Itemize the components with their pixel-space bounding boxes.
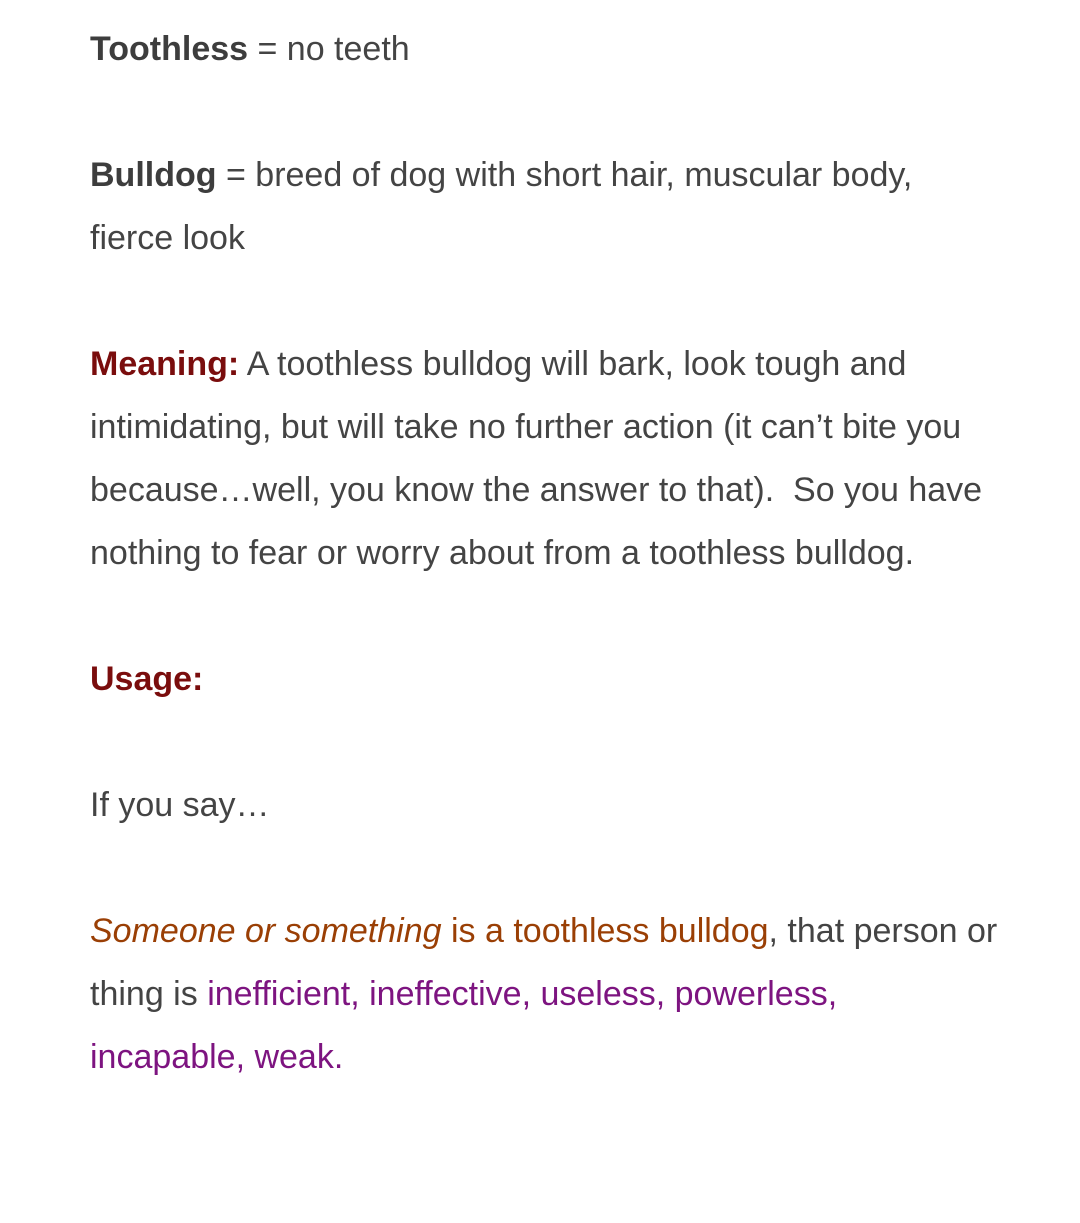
example-subject: Someone or something — [90, 912, 442, 950]
example-paragraph — [90, 900, 1000, 1089]
toothless-definition-text: = no teeth — [248, 30, 410, 68]
if-you-say-text: If you say… — [90, 786, 270, 824]
bulldog-definition-text: = breed of dog with short hair, muscular body, fierce look — [90, 156, 913, 257]
usage-heading — [90, 648, 1000, 711]
term-toothless: Toothless — [90, 30, 249, 68]
meaning-text: A toothless bulldog will bark, look tough and intimidating, but will take no further action (it can’t bite you because…well, you know the answer to that). So you have nothing to fear or worry about from a toothless bulldog. — [90, 345, 983, 572]
example-connector: , that person or thing is — [90, 912, 998, 1013]
article-body — [90, 18, 1000, 1152]
term-bulldog: Bulldog — [90, 156, 217, 194]
example-adjectives: inefficient, ineffective, useless, powerless, incapable, weak. — [90, 975, 838, 1076]
bulldog-definition — [90, 144, 1000, 270]
meaning-paragraph — [90, 333, 1000, 585]
toothless-definition — [90, 18, 1000, 81]
usage-label: Usage: — [90, 660, 204, 698]
example-phrase: is a toothless bulldog — [441, 912, 769, 950]
meaning-label: Meaning: — [90, 345, 240, 383]
if-you-say-line — [90, 774, 1000, 837]
